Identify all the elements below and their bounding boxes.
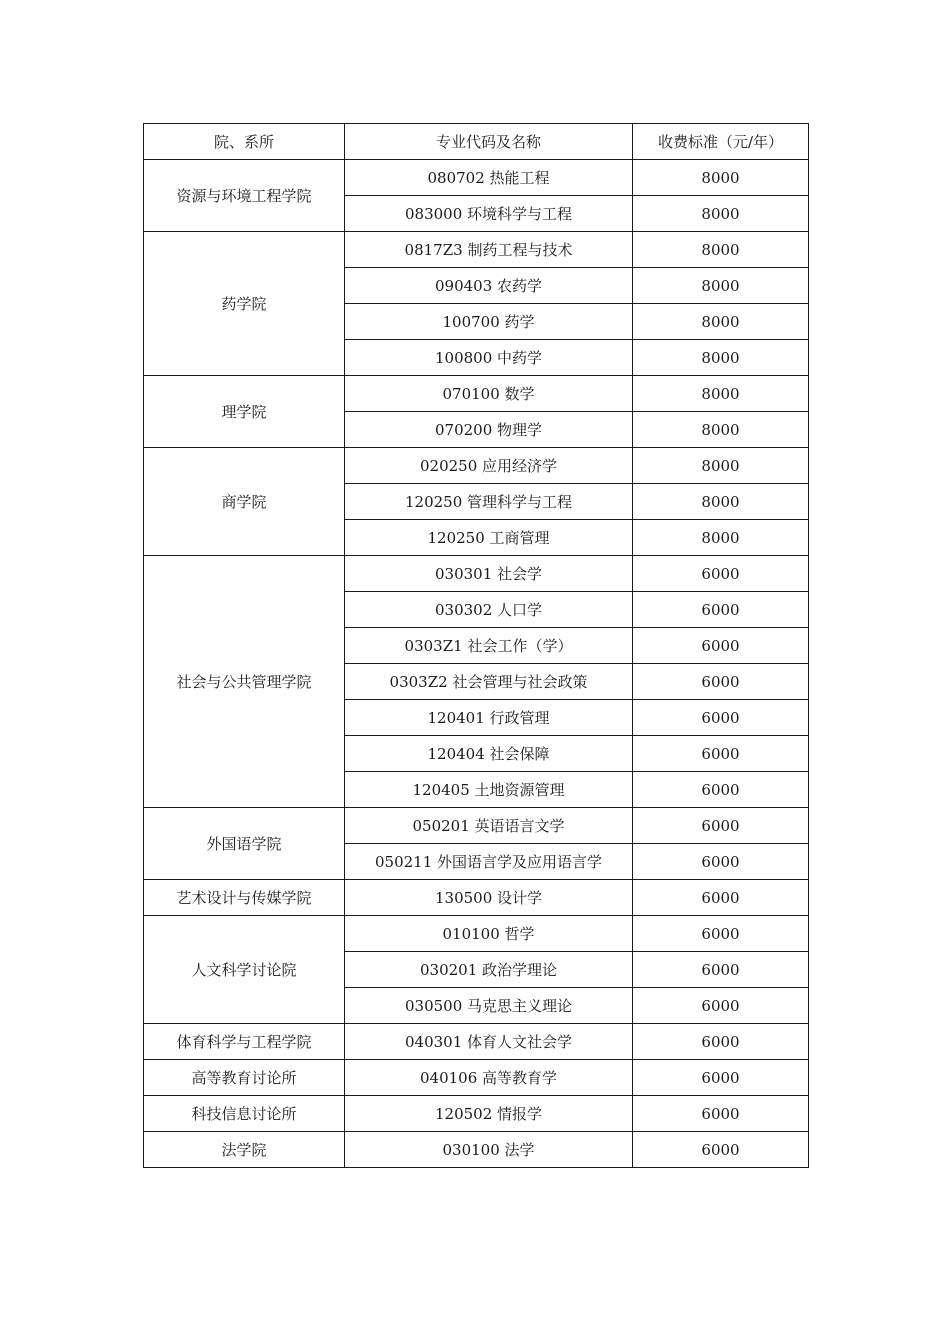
fee-cell: 6000 <box>633 736 809 772</box>
fee-cell: 6000 <box>633 1060 809 1096</box>
fee-cell: 8000 <box>633 304 809 340</box>
dept-cell: 高等教育讨论所 <box>144 1060 345 1096</box>
major-cell: 030500 马克思主义理论 <box>345 988 633 1024</box>
fee-cell: 8000 <box>633 268 809 304</box>
fee-cell: 8000 <box>633 520 809 556</box>
fee-cell: 6000 <box>633 628 809 664</box>
major-cell: 120401 行政管理 <box>345 700 633 736</box>
fee-cell: 6000 <box>633 592 809 628</box>
major-cell: 050201 英语语言文学 <box>345 808 633 844</box>
table-row <box>144 1024 809 1060</box>
header-dept: 院、系所 <box>144 124 345 160</box>
fee-cell: 8000 <box>633 196 809 232</box>
dept-cell: 社会与公共管理学院 <box>144 556 345 808</box>
fee-cell: 6000 <box>633 1096 809 1132</box>
major-cell: 040301 体育人文社会学 <box>345 1024 633 1060</box>
dept-cell: 艺术设计与传媒学院 <box>144 880 345 916</box>
fee-cell: 8000 <box>633 340 809 376</box>
major-cell: 070200 物理学 <box>345 412 633 448</box>
table-row <box>144 448 809 484</box>
major-cell: 010100 哲学 <box>345 916 633 952</box>
major-cell: 083000 环境科学与工程 <box>345 196 633 232</box>
major-cell: 040106 高等教育学 <box>345 1060 633 1096</box>
table-row <box>144 808 809 844</box>
major-cell: 0303Z1 社会工作（学） <box>345 628 633 664</box>
dept-cell: 体育科学与工程学院 <box>144 1024 345 1060</box>
table-row <box>144 232 809 268</box>
fee-cell: 8000 <box>633 376 809 412</box>
major-cell: 100700 药学 <box>345 304 633 340</box>
dept-cell: 法学院 <box>144 1132 345 1168</box>
dept-cell: 理学院 <box>144 376 345 448</box>
fee-cell: 8000 <box>633 160 809 196</box>
fee-cell: 8000 <box>633 232 809 268</box>
dept-cell: 药学院 <box>144 232 345 376</box>
fee-cell: 6000 <box>633 808 809 844</box>
major-cell: 070100 数学 <box>345 376 633 412</box>
fee-cell: 6000 <box>633 844 809 880</box>
table-row <box>144 1060 809 1096</box>
fee-cell: 6000 <box>633 1132 809 1168</box>
fee-cell: 8000 <box>633 412 809 448</box>
table-row <box>144 556 809 592</box>
table-row <box>144 1096 809 1132</box>
major-cell: 0303Z2 社会管理与社会政策 <box>345 664 633 700</box>
major-cell: 130500 设计学 <box>345 880 633 916</box>
table-row <box>144 916 809 952</box>
major-cell: 0817Z3 制药工程与技术 <box>345 232 633 268</box>
major-cell: 030201 政治学理论 <box>345 952 633 988</box>
major-cell: 030301 社会学 <box>345 556 633 592</box>
fee-cell: 6000 <box>633 772 809 808</box>
major-cell: 020250 应用经济学 <box>345 448 633 484</box>
fee-cell: 6000 <box>633 988 809 1024</box>
table-header-row <box>144 124 809 160</box>
major-cell: 120502 情报学 <box>345 1096 633 1132</box>
fee-cell: 6000 <box>633 700 809 736</box>
major-cell: 120250 管理科学与工程 <box>345 484 633 520</box>
dept-cell: 人文科学讨论院 <box>144 916 345 1024</box>
header-fee: 收费标准（元/年） <box>633 124 809 160</box>
fee-cell: 6000 <box>633 880 809 916</box>
major-cell: 050211 外国语言学及应用语言学 <box>345 844 633 880</box>
fee-cell: 8000 <box>633 484 809 520</box>
dept-cell: 商学院 <box>144 448 345 556</box>
major-cell: 100800 中药学 <box>345 340 633 376</box>
table-row <box>144 880 809 916</box>
table-row <box>144 1132 809 1168</box>
header-major: 专业代码及名称 <box>345 124 633 160</box>
fee-cell: 6000 <box>633 556 809 592</box>
major-cell: 120405 土地资源管理 <box>345 772 633 808</box>
major-cell: 120404 社会保障 <box>345 736 633 772</box>
fee-cell: 6000 <box>633 916 809 952</box>
fee-cell: 6000 <box>633 1024 809 1060</box>
fee-table <box>143 123 809 1168</box>
fee-cell: 6000 <box>633 664 809 700</box>
major-cell: 030302 人口学 <box>345 592 633 628</box>
major-cell: 080702 热能工程 <box>345 160 633 196</box>
major-cell: 120250 工商管理 <box>345 520 633 556</box>
fee-cell: 8000 <box>633 448 809 484</box>
major-cell: 090403 农药学 <box>345 268 633 304</box>
dept-cell: 外国语学院 <box>144 808 345 880</box>
table-row <box>144 160 809 196</box>
table-row <box>144 376 809 412</box>
dept-cell: 科技信息讨论所 <box>144 1096 345 1132</box>
fee-cell: 6000 <box>633 952 809 988</box>
table-body <box>144 160 809 1168</box>
dept-cell: 资源与环境工程学院 <box>144 160 345 232</box>
major-cell: 030100 法学 <box>345 1132 633 1168</box>
